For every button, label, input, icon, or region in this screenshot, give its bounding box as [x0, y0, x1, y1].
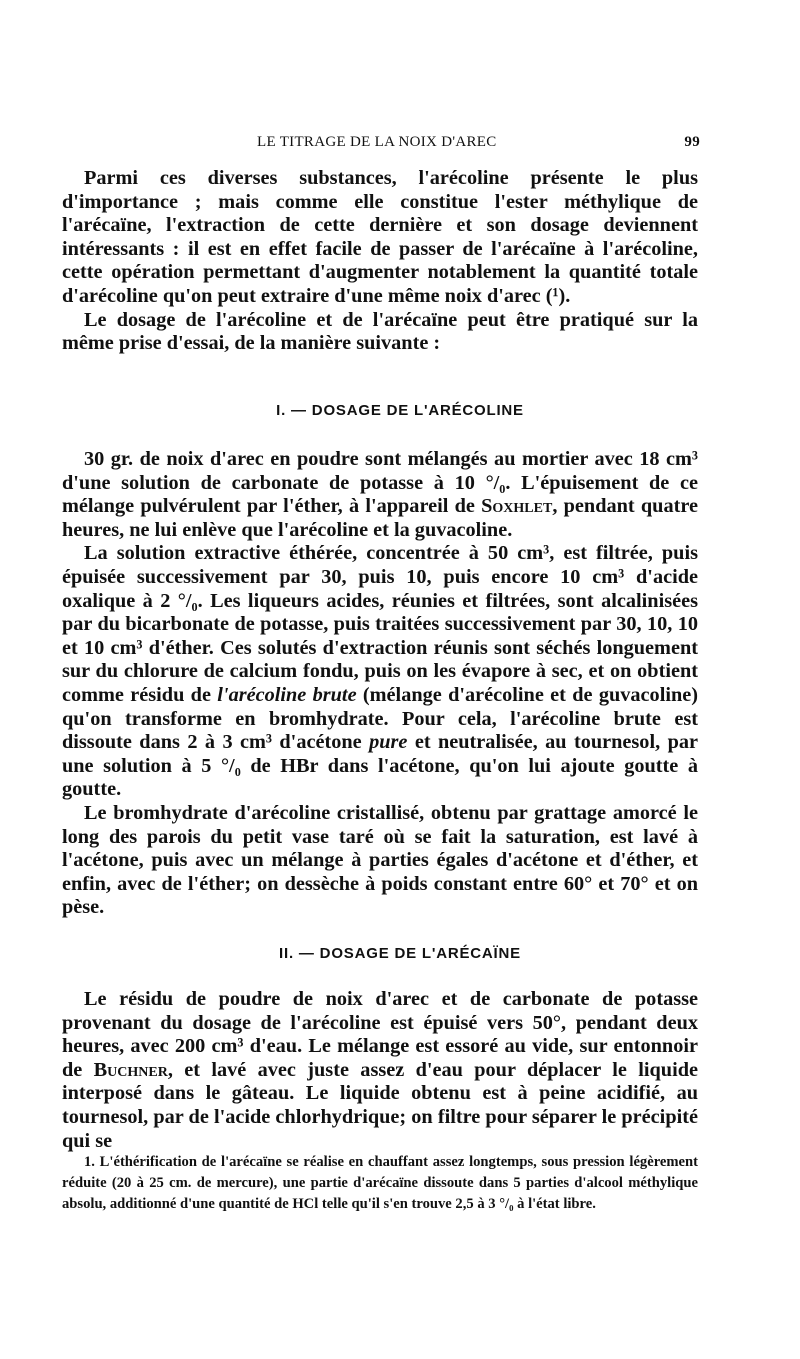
footnote-text: 1. L'éthérification de l'arécaïne se réalise en chauffant assez longtemps, sous pression légèrement réduite (20 à 25 cm. de mercure), une partie d'arécaïne dissoute dans 5 parties d'alcool méthylique absolu, additionné d'une quantité de HCl telle qu'il s'en trouve 2,5 à 3 °/₀ à l'état libre.	[62, 1154, 698, 1212]
intro-paragraph-1: Parmi ces diverses substances, l'arécoline présente le plus d'importance ; mais comme elle constitue l'ester méthylique de l'arécaïne, l'extraction de cette dernière et son dosage deviennent intéressants : il est en effet facile de passer de l'arécaïne à l'arécoline, cette opération permettant d'augmenter notablement la quantité totale d'arécoline qu'on peut extraire d'une même noix d'arec (¹).	[62, 167, 698, 307]
section-heading-arecoline: I. — DOSAGE DE L'ARÉCOLINE	[276, 402, 524, 419]
arecoline-p2-b: (mélange d'arécoline et de guvacoline) qu'on transforme en bromhydrate. Pour cela, l'arécoline brute est dissoute dans 2 à 3 cm³ d'acétone	[62, 683, 698, 754]
arecoline-brute-term: l'arécoline brute	[217, 683, 357, 706]
buchner-name: Buchner	[93, 1058, 168, 1081]
arecoline-p1-end: , pendant quatre heures, ne lui enlève que l'arécoline et la guvacoline.	[62, 495, 698, 541]
intro-text	[62, 167, 698, 356]
arecoline-paragraph-3: Le bromhydrate d'arécoline cristallisé, obtenu par grattage amorcé le long des parois du petit vase taré où se fait la saturation, est lavé à l'acétone, puis avec un mélange à parties égales d'acétone et d'éther, et enfin, avec de l'éther; on dessèche à poids constant entre 60° et 70° et on pèse.	[62, 801, 698, 919]
arecaine-p1-a: Le résidu de poudre de noix d'arec et de carbonate de potasse provenant du dosage de l'arécoline est épuisé vers 50°, pendant deux heures, avec 200 cm³ d'eau. Le mélange est essoré au vide, sur entonnoir de	[62, 988, 698, 1081]
arecoline-paragraph-2	[62, 542, 698, 802]
running-title: LE TITRAGE DE LA NOIX D'AREC	[257, 134, 497, 150]
arecoline-p2-c: et neutralisée, au tournesol, par une solution à 5 °/₀ de HBr dans l'acétone, qu'on lui ajoute goutte à goutte.	[62, 731, 698, 801]
intro-paragraph-2: Le dosage de l'arécoline et de l'arécaïne peut être pratiqué sur la même prise d'essai, de la manière suivante :	[62, 308, 698, 355]
arecoline-paragraph-1	[62, 448, 698, 542]
arecoline-p1-text: 30 gr. de noix d'arec en poudre sont mélangés au mortier avec 18 cm³ d'une solution de carbonate de potasse à 10 °/₀. L'épuisement de ce mélange pulvérulent par l'éther, à l'appareil de	[62, 448, 698, 518]
section-arecaine-text	[62, 988, 698, 1153]
section-arecoline-text	[62, 448, 698, 920]
soxhlet-name: Soxhlet	[481, 495, 553, 518]
arecoline-p2-a: La solution extractive éthérée, concentrée à 50 cm³, est filtrée, puis épuisée successivement par 30, puis 10, puis encore 10 cm³ d'acide oxalique à 2 °/₀. Les liqueurs acides, réunies et filtrées, sont alcalinisées par du bicarbonate de potasse, puis traitées successivement par 30, 10, 10 et 10 cm³ d'éther. Ces solutés d'extraction réunis sont séchés longuement sur du chlorure de calcium fondu, puis on les évapore à sec, et on obtient comme résidu de	[62, 542, 698, 706]
pure-term: pure	[369, 731, 408, 754]
section-heading-arecaine: II. — DOSAGE DE L'ARÉCAÏNE	[279, 945, 521, 962]
arecaine-paragraph-1	[62, 988, 698, 1153]
arecaine-p1-b: , et lavé avec juste assez d'eau pour déplacer le liquide interposé dans le gâteau. Le liquide obtenu est à peine acidifié, au tournesol, par de l'acide chlorhydrique; on filtre pour séparer le précipité qui se	[62, 1058, 698, 1152]
page-number: 99	[684, 134, 700, 150]
footnote	[62, 1152, 698, 1215]
